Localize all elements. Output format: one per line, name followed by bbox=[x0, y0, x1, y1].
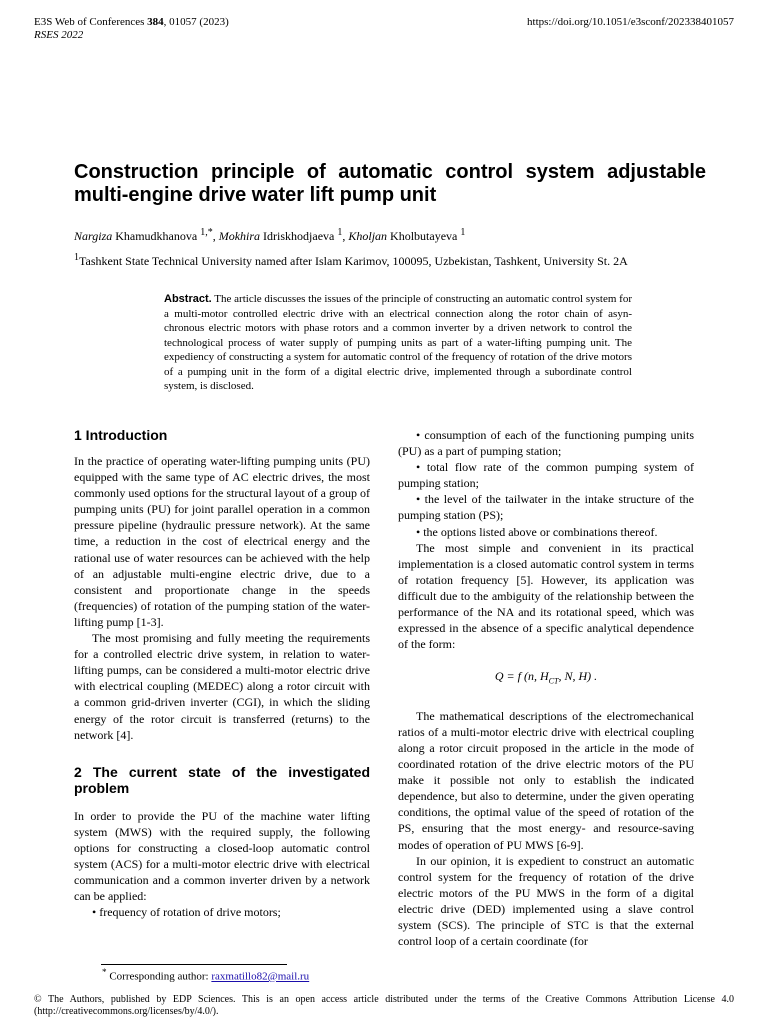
conference-name: RSES 2022 bbox=[34, 29, 84, 41]
left-column bbox=[74, 427, 370, 920]
paragraph: The most simple and convenient in its practical implementation is a closed automatic control system in terms of rotation frequency [5]. However, its application was difficult due to the ambiguity of the relationship between the performance of the NA and its rotational speed, which was expressed in the absence of a specific analytical dependence of the form: bbox=[398, 540, 694, 652]
list-item: • consumption of each of the functioning pumping units (PU) as a part of pumping station; bbox=[398, 428, 694, 459]
list-item: • the level of the tailwater in the intake structure of the pumping station (PS); bbox=[398, 492, 694, 523]
paragraph: In the practice of operating water-lifting pumping units (PU) equipped with the same type of AC electric drives, the most commonly used options for the structural layout of a group of pumping units (PU) for joint parallel operation in a common pressure pipeline (hydraulic pressure network). At the same time, a reduction in the cost of electrical energy and the rational use of water resources can be achieved with the help of an adjustable multi-engine electric drive, due to a consistent and proportionate change in the speeds (frequencies) of rotation of the pumping station of the water-lifting pump [1-3]. bbox=[74, 454, 370, 629]
section-title-current-state: 2 The current state of the investigated problem bbox=[74, 763, 370, 796]
paragraph: The mathematical descriptions of the electromechanical ratios of a multi-motor electric drive with electrical coupling along a rotor circuit proposed in the article in the mode of coordinated rotation of the drive electric motors of the PU make it possible not only to establish the indicated dependence, but also to determine, under the given operating conditions, the optimal value of the speed of rotation of the PS, ensuring that the most energy- and resource-saving modes of operation of PU MWS [6-9]. bbox=[398, 708, 694, 852]
journal-volume: 384 bbox=[147, 16, 164, 28]
journal-citation: E3S Web of Conferences 384, 01057 (2023) bbox=[34, 16, 229, 28]
footnote-divider bbox=[101, 964, 287, 965]
footnote: * Corresponding author: raxmatillo82@mail.ru bbox=[102, 967, 310, 983]
license-notice: © The Authors, published by EDP Sciences. This is an open access article distributed under the terms of the Creative Commons Attribution License 4.0 (http://creativecommons.org/licenses/by/4.0/). bbox=[34, 994, 734, 1017]
equation: Q = f (n, $H_{CT}$, N, H) . bbox=[494, 669, 598, 686]
list-item: • total flow rate of the common pumping system of pumping station; bbox=[398, 460, 694, 491]
list-item: • frequency of rotation of drive motors; bbox=[92, 905, 281, 920]
running-header bbox=[34, 16, 229, 42]
author-email-link[interactable]: raxmatillo82@mail.ru bbox=[211, 970, 310, 983]
section-title-introduction: 1 Introduction bbox=[74, 427, 168, 443]
paragraph: The most promising and fully meeting the requirements for a controlled electric drive system, in relation to water-lifting pumps, can be considered a multi-motor electric drive with electrical coupling (MEDEC) along a rotor circuit with a common grid-driven inverter (CGI), in which the sliding energy of the rotor circuit is transferred (returns) to the network [4]. bbox=[74, 631, 370, 742]
list-item: • the options listed above or combinations thereof. bbox=[416, 524, 658, 539]
abstract bbox=[164, 292, 632, 394]
paper-title: Construction principle of automatic control system adjustable multi-engine drive water lift pump unit bbox=[74, 161, 706, 206]
abstract-label: Abstract. bbox=[164, 293, 212, 305]
affiliation: $^1$Tashkent State Technical University named after Islam Karimov, 100095, Uzbekistan, Tashkent, University St. 2A bbox=[74, 252, 628, 268]
paragraph: In order to provide the PU of the machine water lifting system (MWS) with the required supply, the following options for constructing a closed-loop automatic control system (ACS) for a multi-motor electric drive with electrical communication and a common inverter driven by a network can be applied: bbox=[74, 808, 370, 904]
doi-link[interactable]: https://doi.org/10.1051/e3sconf/202338401057 bbox=[527, 16, 734, 28]
abstract-text: The article discusses the issues of the principle of constructing an automatic control system for a multi-motor controlled electric drive with an electrical connection along the rotor chain of asyn-chronous electric motors with phase rotors and a common inverter by a driven network to control the technological process of water supply of pumping units as part of a water-lifting pumping unit. The expediency of constructing a system for automatic control of the frequency of rotation of the drive motors of a pumping unit in the form of a digital electric drive, implemented through a subordinate control system, is disclosed. bbox=[164, 293, 632, 392]
author-list: Nargiza Khamudkhanova $^{1,*}$, Mokhira Idriskhodjaeva $^1$, Kholjan Kholbutayeva $^1$ bbox=[74, 227, 466, 243]
right-column bbox=[398, 427, 694, 949]
paragraph: In our opinion, it is expedient to construct an automatic control system for the frequency of rotation of the drive electric motors of the PU MWS in the form of a digital electric drive (DED) implemented using a slave control system (SCS). The principle of STC is that the external control loop of a certain coordinate (for bbox=[398, 853, 694, 949]
